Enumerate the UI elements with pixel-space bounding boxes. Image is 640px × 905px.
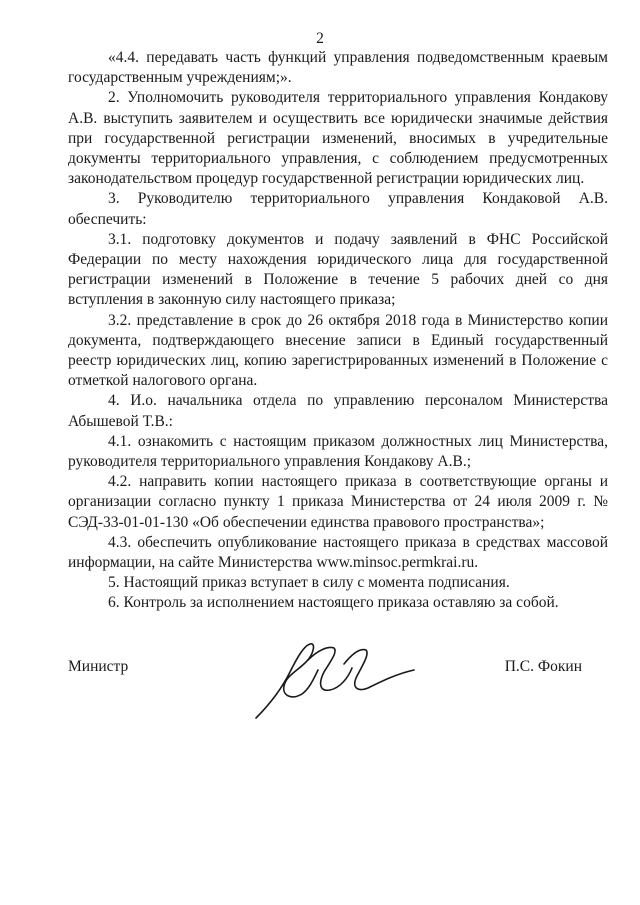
- paragraph-4-4: «4.4. передавать часть функций управления подведомственным краевым государственным учреждениям;».: [68, 49, 608, 87]
- paragraph-3-1: 3.1. подготовку документов и подачу заявлений в ФНС Российской Федерации по месту нахождения юридического лица для государственной регистрации изменений в Положение в течение 5 рабочих дней со дня вступления в законную силу настоящего приказа;: [68, 230, 608, 309]
- paragraph-4: 4. И.о. начальника отдела по управлению персоналом Министерства Абышевой Т.В.:: [68, 392, 608, 430]
- paragraph-3: 3. Руководителю территориального управления Кондаковой А.В. обеспечить:: [68, 190, 608, 228]
- handwritten-signature: [248, 632, 418, 722]
- paragraph-4-3: 4.3. обеспечить опубликование настоящего приказа в средствах массовой информации, на сайте Министерства www.minsoc.permkrai.ru.: [68, 533, 608, 572]
- signer-name: П.С. Фокин: [504, 658, 582, 675]
- page-number: 2: [316, 30, 324, 47]
- signer-position: Министр: [68, 658, 129, 675]
- paragraph-4-2: 4.2. направить копии настоящего приказа в соответствующие органы и организации согласно пункту 1 приказа Министерства от 24 июля 2009 г. № СЭД-33-01-01-130 «Об обеспечении единства правового пространства»;: [68, 473, 608, 531]
- paragraph-6: 6. Контроль за исполнением настоящего приказа оставляю за собой.: [108, 594, 559, 612]
- document-body: [68, 48, 608, 614]
- paragraph-2: 2. Уполномочить руководителя территориального управления Кондакову А.В. выступить заявителем и осуществить все юридически значимые действия при государственной регистрации изменений, вносимых в учредительные документы территориального управления, с соблюдением предусмотренных законодательством процедур государственной регистрации юридических лиц.: [68, 89, 608, 188]
- paragraph-5: 5. Настоящий приказ вступает в силу с момента подписания.: [108, 574, 510, 592]
- paragraph-4-1: 4.1. ознакомить с настоящим приказом должностных лиц Министерства, руководителя территориального управления Кондакову А.В.;: [68, 432, 608, 471]
- paragraph-3-2: 3.2. представление в срок до 26 октября 2018 года в Министерство копии документа, подтверждающего внесение записи в Единый государственный реестр юридических лиц, копию зарегистрированных изменений в Положение с отметкой налогового органа.: [68, 311, 608, 390]
